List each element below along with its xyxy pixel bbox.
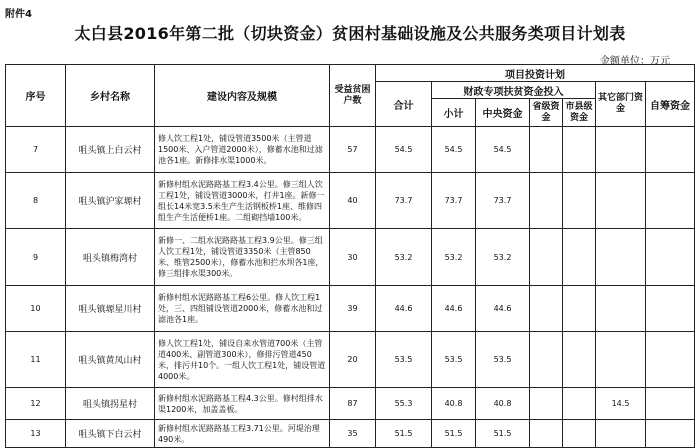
cell-content: 修人饮工程1处，铺设自来水管道700米（主管道400米、副管道300米），修排污管道450米，排污井10个。一组人饮工程1处，铺设管道4000米。 bbox=[155, 332, 330, 388]
cell-municipal bbox=[563, 229, 596, 286]
cell-seq: 13 bbox=[6, 420, 66, 448]
cell-total: 51.5 bbox=[376, 420, 432, 448]
cell-municipal bbox=[563, 127, 596, 173]
table-row bbox=[6, 332, 695, 388]
header-total: 合计 bbox=[376, 82, 432, 127]
cell-subtotal: 53.5 bbox=[432, 332, 476, 388]
cell-municipal bbox=[563, 173, 596, 229]
cell-households: 40 bbox=[330, 173, 376, 229]
cell-subtotal: 73.7 bbox=[432, 173, 476, 229]
cell-municipal bbox=[563, 420, 596, 448]
table-row bbox=[6, 420, 695, 448]
table-body bbox=[6, 127, 695, 448]
cell-other bbox=[596, 332, 646, 388]
cell-subtotal: 54.5 bbox=[432, 127, 476, 173]
cell-other bbox=[596, 127, 646, 173]
cell-households: 57 bbox=[330, 127, 376, 173]
header-fiscal-fund: 财政专项扶贫资金投入 bbox=[432, 82, 596, 99]
table-header bbox=[6, 65, 695, 127]
header-content: 建设内容及规模 bbox=[155, 65, 330, 127]
header-village: 乡村名称 bbox=[66, 65, 155, 127]
cell-other bbox=[596, 286, 646, 332]
header-self-raised: 自筹资金 bbox=[646, 82, 695, 127]
cell-provincial bbox=[530, 286, 563, 332]
cell-content: 新修村组水泥路路基工程6公里。修人饮工程1处，三、四组铺设管道2000米，修蓄水池和过滤池各1座。 bbox=[155, 286, 330, 332]
cell-municipal bbox=[563, 388, 596, 420]
cell-seq: 7 bbox=[6, 127, 66, 173]
cell-provincial bbox=[530, 173, 563, 229]
cell-total: 55.3 bbox=[376, 388, 432, 420]
cell-total: 44.6 bbox=[376, 286, 432, 332]
cell-content: 新修村组水泥路路基工程4.3公里。修村组排水渠1200米，加盖盖板。 bbox=[155, 388, 330, 420]
cell-content: 新修村组水泥路路基工程3.71公里。河堤治理490米。 bbox=[155, 420, 330, 448]
project-plan-table bbox=[5, 64, 695, 448]
cell-other bbox=[596, 173, 646, 229]
cell-total: 54.5 bbox=[376, 127, 432, 173]
cell-provincial bbox=[530, 332, 563, 388]
cell-subtotal: 53.2 bbox=[432, 229, 476, 286]
cell-self bbox=[646, 127, 695, 173]
header-subtotal: 小计 bbox=[432, 99, 476, 127]
cell-households: 20 bbox=[330, 332, 376, 388]
cell-total: 73.7 bbox=[376, 173, 432, 229]
cell-self bbox=[646, 229, 695, 286]
cell-seq: 9 bbox=[6, 229, 66, 286]
cell-provincial bbox=[530, 388, 563, 420]
cell-village: 咀头镇梅湾村 bbox=[66, 229, 155, 286]
header-investment-plan: 项目投资计划 bbox=[376, 65, 695, 82]
cell-self bbox=[646, 420, 695, 448]
cell-village: 咀头镇沪家塬村 bbox=[66, 173, 155, 229]
cell-self bbox=[646, 332, 695, 388]
cell-seq: 10 bbox=[6, 286, 66, 332]
cell-village: 咀头镇上白云村 bbox=[66, 127, 155, 173]
cell-central: 53.5 bbox=[476, 332, 530, 388]
cell-self bbox=[646, 286, 695, 332]
header-municipal: 市县级资金 bbox=[563, 99, 596, 127]
header-central: 中央资金 bbox=[476, 99, 530, 127]
cell-content: 新修村组水泥路路基工程3.4公里。修三组人饮工程1处，铺设管道3000米，打井1座。新修一组长14米宽3.5米生产生活钢板桥1座、维修四组生产生活便桥1座。二组砌挡墙100米。 bbox=[155, 173, 330, 229]
cell-central: 73.7 bbox=[476, 173, 530, 229]
cell-seq: 12 bbox=[6, 388, 66, 420]
cell-seq: 11 bbox=[6, 332, 66, 388]
cell-seq: 8 bbox=[6, 173, 66, 229]
cell-village: 咀头镇下白云村 bbox=[66, 420, 155, 448]
cell-central: 40.8 bbox=[476, 388, 530, 420]
cell-village: 咀头镇黄凤山村 bbox=[66, 332, 155, 388]
cell-village: 咀头镇塬星川村 bbox=[66, 286, 155, 332]
table-row bbox=[6, 173, 695, 229]
table-row bbox=[6, 286, 695, 332]
table-row bbox=[6, 388, 695, 420]
cell-households: 87 bbox=[330, 388, 376, 420]
cell-village: 咀头镇拐星村 bbox=[66, 388, 155, 420]
page-title: 太白县2016年第二批（切块资金）贫困村基础设施及公共服务类项目计划表 bbox=[74, 24, 626, 43]
cell-central: 51.5 bbox=[476, 420, 530, 448]
header-seq: 序号 bbox=[6, 65, 66, 127]
cell-total: 53.2 bbox=[376, 229, 432, 286]
cell-central: 44.6 bbox=[476, 286, 530, 332]
cell-subtotal: 44.6 bbox=[432, 286, 476, 332]
cell-other bbox=[596, 420, 646, 448]
cell-central: 53.2 bbox=[476, 229, 530, 286]
cell-content: 修人饮工程1处，铺设管道3500米（主管道1500米、入户管道2000米），修蓄水池和过滤池各1座。新修排水渠1000米。 bbox=[155, 127, 330, 173]
header-provincial: 省级资金 bbox=[530, 99, 563, 127]
cell-subtotal: 51.5 bbox=[432, 420, 476, 448]
cell-households: 30 bbox=[330, 229, 376, 286]
cell-total: 53.5 bbox=[376, 332, 432, 388]
cell-self bbox=[646, 388, 695, 420]
table-row bbox=[6, 229, 695, 286]
cell-self bbox=[646, 173, 695, 229]
cell-other: 14.5 bbox=[596, 388, 646, 420]
cell-subtotal: 40.8 bbox=[432, 388, 476, 420]
cell-content: 新修一、二组水泥路路基工程3.9公里。修三组人饮工程1处，铺设管道3350米（主管850米、维管2500米），修蓄水池和拦水坝各1座，修三组排水渠300米。 bbox=[155, 229, 330, 286]
cell-central: 54.5 bbox=[476, 127, 530, 173]
cell-other bbox=[596, 229, 646, 286]
header-beneficiaries: 受益贫困户数 bbox=[330, 65, 376, 127]
cell-households: 35 bbox=[330, 420, 376, 448]
cell-municipal bbox=[563, 332, 596, 388]
cell-provincial bbox=[530, 229, 563, 286]
cell-households: 39 bbox=[330, 286, 376, 332]
cell-municipal bbox=[563, 286, 596, 332]
cell-provincial bbox=[530, 420, 563, 448]
cell-provincial bbox=[530, 127, 563, 173]
table-row bbox=[6, 127, 695, 173]
header-other-dept: 其它部门资金 bbox=[596, 82, 646, 127]
unit-label: 金额单位：万元 bbox=[600, 56, 670, 67]
attachment-label: 附件4 bbox=[5, 9, 32, 20]
